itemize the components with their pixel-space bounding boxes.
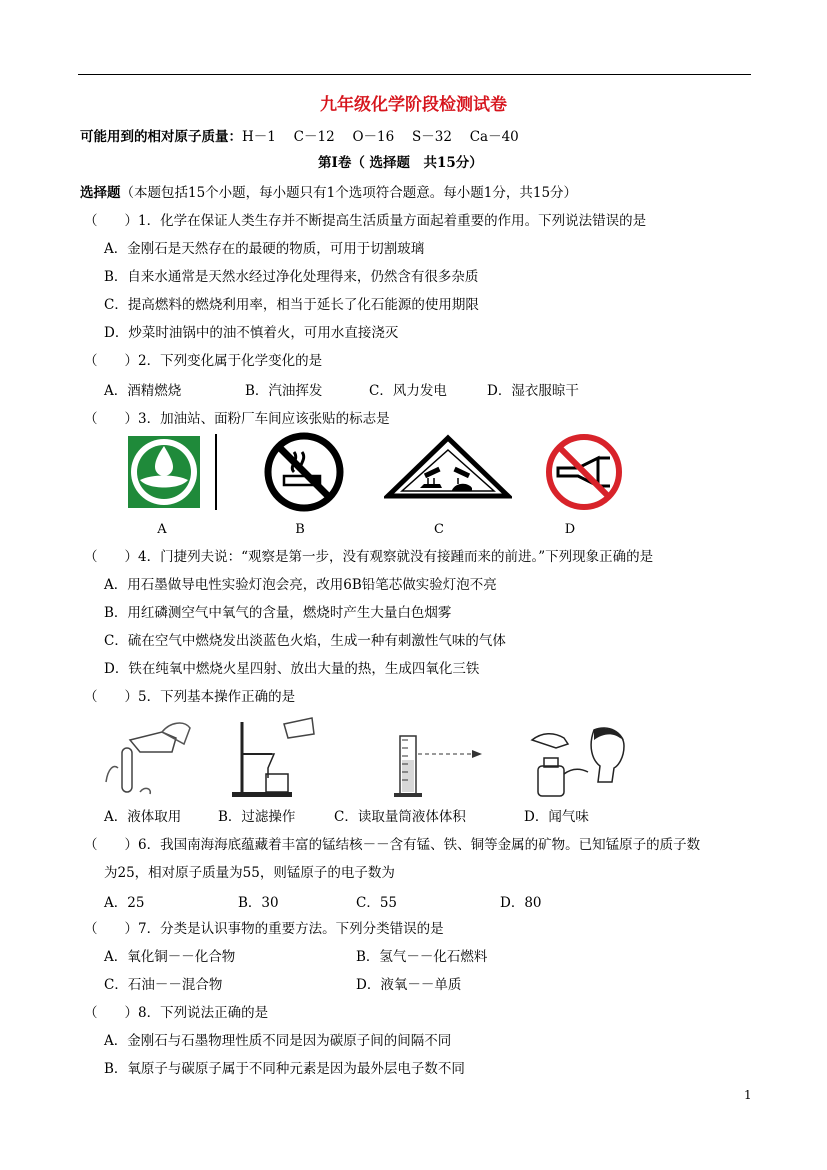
sign-d-label: D — [564, 522, 576, 537]
q7-option-b: B．氢气－－化石燃料 — [356, 949, 488, 965]
q1-option-a: A．金刚石是天然存在的最硬的物质，可用于切割玻璃 — [104, 241, 425, 257]
q1-option-c: C．提高燃料的燃烧利用率，相当于延长了化石能源的使用期限 — [104, 297, 479, 313]
page-number: 1 — [744, 1088, 752, 1102]
atomic-mass-label: 可能用到的相对原子质量： — [80, 129, 242, 145]
q2-stem: （ ）2．下列变化属于化学变化的是 — [84, 353, 323, 369]
sign-b-label: B — [295, 522, 305, 537]
graduated-cylinder-figure — [386, 730, 486, 800]
sign-a-label: A — [157, 522, 167, 537]
sign-c-corrosive-warning-icon — [384, 434, 512, 500]
q6-option-d: D．80 — [500, 895, 542, 911]
filtration-figure — [228, 714, 320, 798]
liquid-pouring-figure — [100, 712, 196, 798]
q8-stem: （ ）8．下列说法正确的是 — [84, 1005, 269, 1021]
section-intro-label: 选择题 — [80, 185, 121, 201]
q3-stem: （ ）3．加油站、面粉厂车间应该张贴的标志是 — [84, 411, 390, 427]
q5-option-c: C．读取量筒液体体积 — [334, 809, 466, 825]
q7-stem: （ ）7．分类是认识事物的重要方法。下列分类错误的是 — [84, 921, 444, 937]
smelling-gas-figure — [528, 722, 638, 802]
sign-d-no-horn-icon — [544, 432, 624, 512]
q5-option-a: A．液体取用 — [104, 809, 182, 825]
q6-option-c: C．55 — [356, 895, 398, 911]
q4-stem: （ ）4．门捷列夫说：“观察是第一步，没有观察就没有接踵而来的前进。”下列现象正确的是 — [84, 549, 654, 565]
q8-option-b: B．氧原子与碳原子属于不同种元素是因为最外层电子数不同 — [104, 1061, 465, 1077]
header-rule — [78, 74, 751, 75]
q7-option-d: D．液氧－－单质 — [356, 977, 462, 993]
q8-option-a: A．金刚石与石墨物理性质不同是因为碳原子间的间隔不同 — [104, 1033, 452, 1049]
q2-option-a: A．酒精燃烧 — [104, 383, 182, 399]
q2-option-b: B．汽油挥发 — [245, 383, 323, 399]
q7-option-c: C．石油－－混合物 — [104, 977, 223, 993]
q4-option-a: A．用石墨做导电性实验灯泡会亮，改用6B铅笔芯做实验灯泡不亮 — [104, 577, 497, 593]
q7-option-a: A．氧化铜－－化合物 — [104, 949, 236, 965]
q6-stem: （ ）6．我国南海海底蕴藏着丰富的锰结核－－含有锰、铁、铜等金属的矿物。已知锰原子的质子数 — [84, 837, 701, 853]
q5-stem: （ ）5．下列基本操作正确的是 — [84, 689, 296, 705]
q5-option-d: D．闻气味 — [524, 809, 589, 825]
q6-stem-continued: 为25，相对原子质量为55，则锰原子的电子数为 — [104, 865, 395, 881]
atomic-mass-line — [80, 128, 519, 146]
section-title: 第Ⅰ卷（ 选择题 共15分） — [318, 155, 483, 171]
q4-option-d: D．铁在纯氧中燃烧火星四射、放出大量的热，生成四氧化三铁 — [104, 661, 480, 677]
q6-option-a: A．25 — [104, 895, 145, 911]
sign-c-label: C — [434, 522, 444, 537]
q2-option-c: C．风力发电 — [369, 383, 447, 399]
q1-option-b: B．自来水通常是天然水经过净化处理得来，仍然含有很多杂质 — [104, 269, 479, 285]
atomic-mass-values: H－1 C－12 O－16 S－32 Ca－40 — [242, 129, 519, 145]
section-intro — [80, 184, 577, 202]
sign-a-green-safety-icon — [126, 434, 218, 510]
q1-option-d: D．炒菜时油锅中的油不慎着火，可用水直接浇灭 — [104, 325, 399, 341]
section-intro-text: （本题包括15个小题，每小题只有1个选项符合题意。每小题1分，共15分） — [120, 185, 578, 201]
q4-option-b: B．用红磷测空气中氧气的含量，燃烧时产生大量白色烟雾 — [104, 605, 452, 621]
q6-option-b: B．30 — [238, 895, 279, 911]
sign-b-no-smoking-icon — [264, 432, 344, 512]
q1-stem: （ ）1．化学在保证人类生存并不断提高生活质量方面起着重要的作用。下列说法错误的是 — [84, 213, 647, 229]
q5-option-b: B．过滤操作 — [218, 809, 296, 825]
q2-option-d: D．湿衣服晾干 — [487, 383, 579, 399]
q4-option-c: C．硫在空气中燃烧发出淡蓝色火焰，生成一种有刺激性气味的气体 — [104, 633, 506, 649]
exam-title: 九年级化学阶段检测试卷 — [320, 95, 507, 115]
